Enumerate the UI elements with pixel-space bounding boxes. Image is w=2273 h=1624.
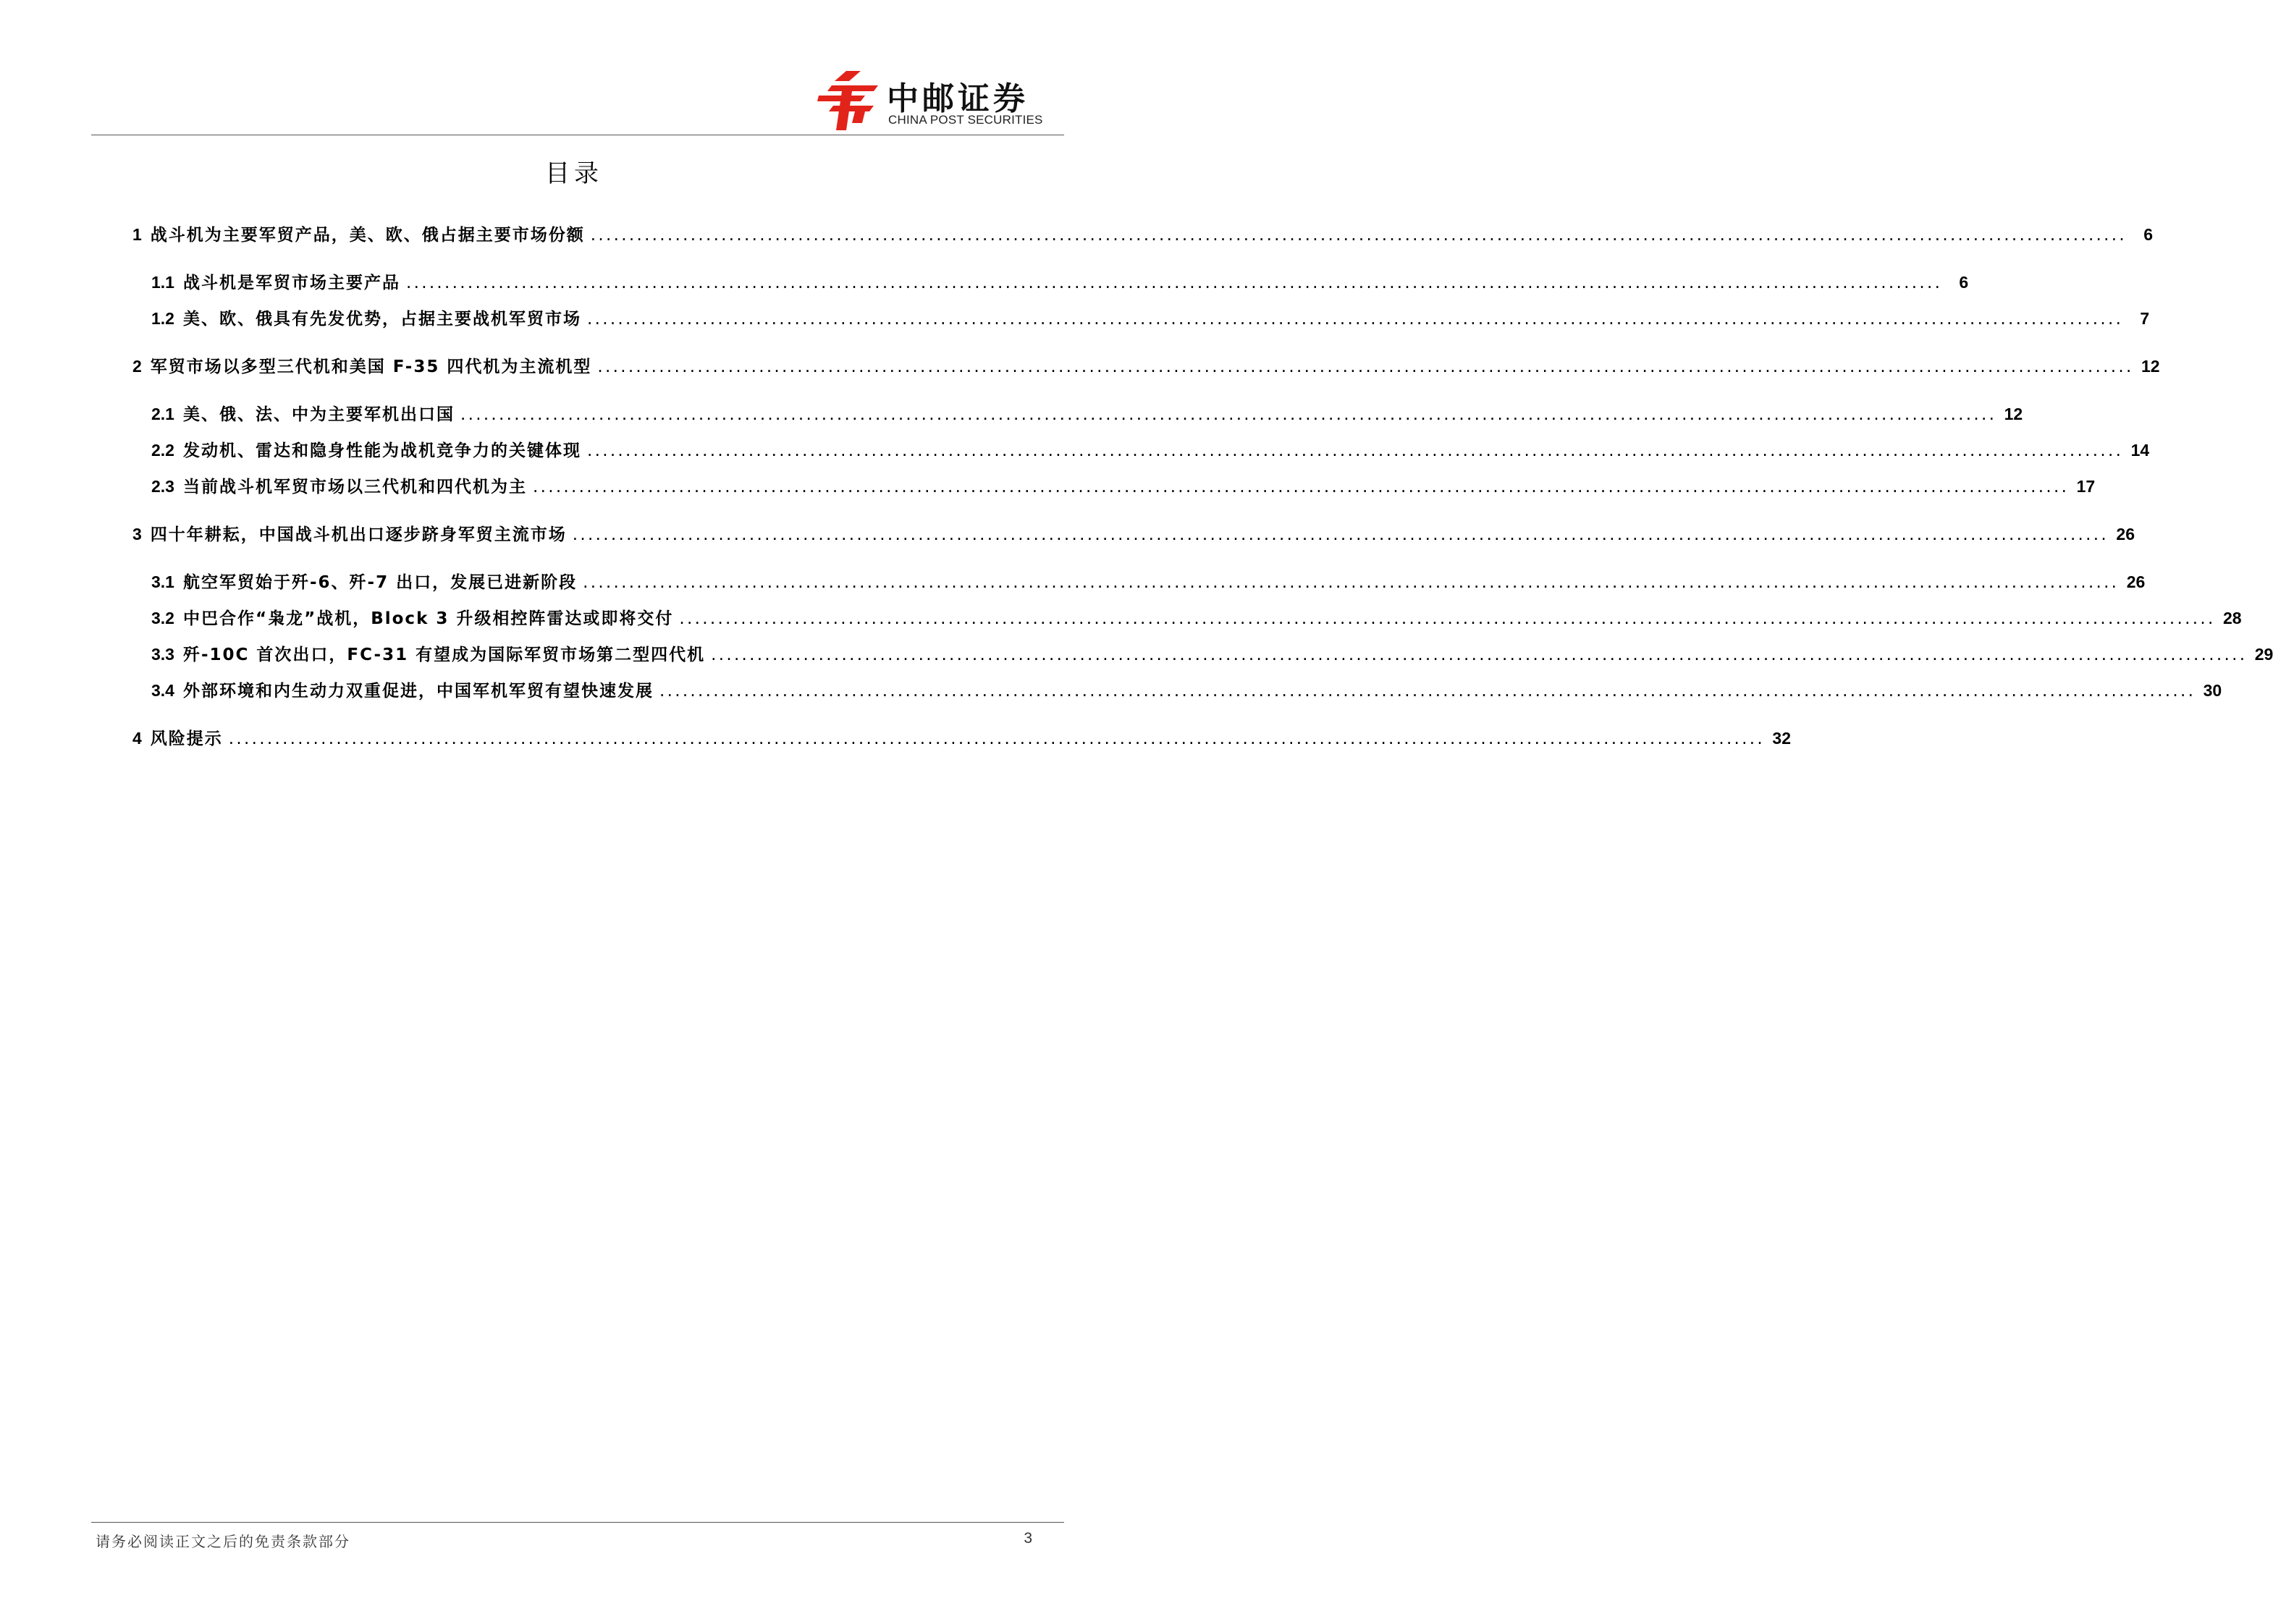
toc-entry[interactable] [0, 353, 2160, 378]
toc-entry-page: 26 [2116, 525, 2135, 544]
company-logo [817, 69, 1067, 132]
toc-entry-title: 歼-10C 首次出口，FC-31 有望成为国际军贸市场第二型四代机 [182, 646, 706, 664]
toc-entry-page: 7 [2140, 309, 2150, 328]
toc-entry[interactable] [0, 569, 2146, 593]
toc-entry-page: 12 [2004, 405, 2023, 423]
toc-entry[interactable] [0, 521, 2135, 546]
toc-entry-page: 29 [2254, 645, 2273, 664]
logo-chinese-name: 中邮证券 [887, 80, 1029, 117]
toc-leader-dots: ........................................................................................................................................................................................................ [711, 646, 2248, 664]
footer-divider [91, 1522, 1064, 1523]
toc-leader-dots: ........................................................................................................................................................................................................ [228, 729, 1766, 748]
toc-leader-dots: ........................................................................................................................................................................................................ [460, 405, 1997, 424]
toc-entry-number: 2.1 [151, 405, 174, 423]
toc-leader-dots: ........................................................................................................................................................................................................ [532, 478, 2070, 496]
toc-entry-title: 当前战斗机军贸市场以三代机和四代机为主 [182, 478, 527, 496]
toc-entry[interactable] [0, 677, 2222, 702]
toc-entry[interactable] [0, 437, 2150, 462]
toc-entry-page: 14 [2130, 441, 2150, 460]
toc-entry-number: 3.2 [151, 609, 174, 627]
toc-entry-number: 1.2 [151, 309, 174, 328]
toc-entry-page: 30 [2203, 681, 2222, 700]
toc-entry[interactable] [0, 221, 2154, 246]
toc-entry-title: 战斗机是军贸市场主要产品 [182, 274, 400, 292]
toc-entry-page: 28 [2223, 609, 2242, 627]
toc-entry-page: 12 [2141, 357, 2160, 376]
toc-leader-dots: ........................................................................................................................................................................................................ [586, 441, 2124, 460]
toc-entry[interactable] [0, 725, 1792, 750]
toc-entry[interactable] [0, 605, 2242, 630]
footer-page-number: 3 [1024, 1530, 1032, 1547]
toc-leader-dots: ........................................................................................................................................................................................................ [572, 525, 2109, 544]
toc-title: 目录 [545, 159, 603, 188]
toc-leader-dots: ........................................................................................................................................................................................................ [659, 682, 2196, 701]
toc-entry-number: 3 [132, 525, 142, 544]
toc-entry-title: 风险提示 [150, 729, 223, 748]
toc-entry[interactable] [0, 305, 2150, 330]
toc-leader-dots: ........................................................................................................................................................................................................ [586, 310, 2124, 329]
toc-entry[interactable] [0, 269, 1969, 294]
toc-entry-number: 3.4 [151, 681, 174, 700]
footer-disclaimer: 请务必阅读正文之后的免责条款部分 [96, 1533, 350, 1550]
toc-entry[interactable] [0, 473, 2096, 498]
china-post-logo-icon [817, 69, 880, 132]
toc-entry-number: 1.1 [151, 273, 174, 292]
toc-entry-page: 26 [2126, 572, 2146, 591]
toc-entry-number: 2.2 [151, 441, 174, 460]
toc-entry-number: 1 [132, 225, 142, 244]
toc-entry-page: 32 [1772, 729, 1792, 748]
toc-entry-number: 3.3 [151, 645, 174, 664]
page-header [0, 0, 1148, 138]
toc-leader-dots: ........................................................................................................................................................................................................ [597, 358, 2134, 376]
toc-leader-dots: ........................................................................................................................................................................................................ [590, 226, 2127, 245]
toc-entry-page: 6 [2143, 225, 2154, 244]
toc-entry-title: 战斗机为主要军贸产品，美、欧、俄占据主要市场份额 [150, 226, 585, 245]
toc-entry-title: 军贸市场以多型三代机和美国 F-35 四代机为主流机型 [150, 358, 592, 376]
toc-entry-title: 四十年耕耘，中国战斗机出口逐步跻身军贸主流市场 [150, 525, 567, 544]
toc-entry-number: 2.3 [151, 477, 174, 496]
toc-entry-title: 美、俄、法、中为主要军机出口国 [182, 405, 455, 424]
toc-leader-dots: ........................................................................................................................................................................................................ [405, 274, 1943, 292]
toc-entry-page: 17 [2076, 477, 2096, 496]
logo-english-name: CHINA POST SECURITIES [888, 113, 1043, 127]
toc-entry-page: 6 [1959, 273, 1969, 292]
toc-entry-title: 外部环境和内生动力双重促进，中国军机军贸有望快速发展 [182, 682, 654, 701]
toc-entry-number: 2 [132, 357, 142, 376]
toc-entry-title: 航空军贸始于歼-6、歼-7 出口，发展已进新阶段 [182, 573, 578, 592]
toc-entry-title: 中巴合作“枭龙”战机，Block 3 升级相控阵雷达或即将交付 [182, 609, 674, 628]
toc-entry[interactable] [0, 401, 2023, 426]
toc-entry-number: 3.1 [151, 572, 174, 591]
toc-leader-dots: ........................................................................................................................................................................................................ [583, 573, 2120, 592]
toc-entry-number: 4 [132, 729, 142, 748]
toc-leader-dots: ........................................................................................................................................................................................................ [679, 609, 2216, 628]
toc-entry-title: 美、欧、俄具有先发优势，占据主要战机军贸市场 [182, 310, 581, 329]
toc-entry[interactable] [0, 641, 2273, 666]
toc-entry-title: 发动机、雷达和隐身性能为战机竞争力的关键体现 [182, 441, 581, 460]
